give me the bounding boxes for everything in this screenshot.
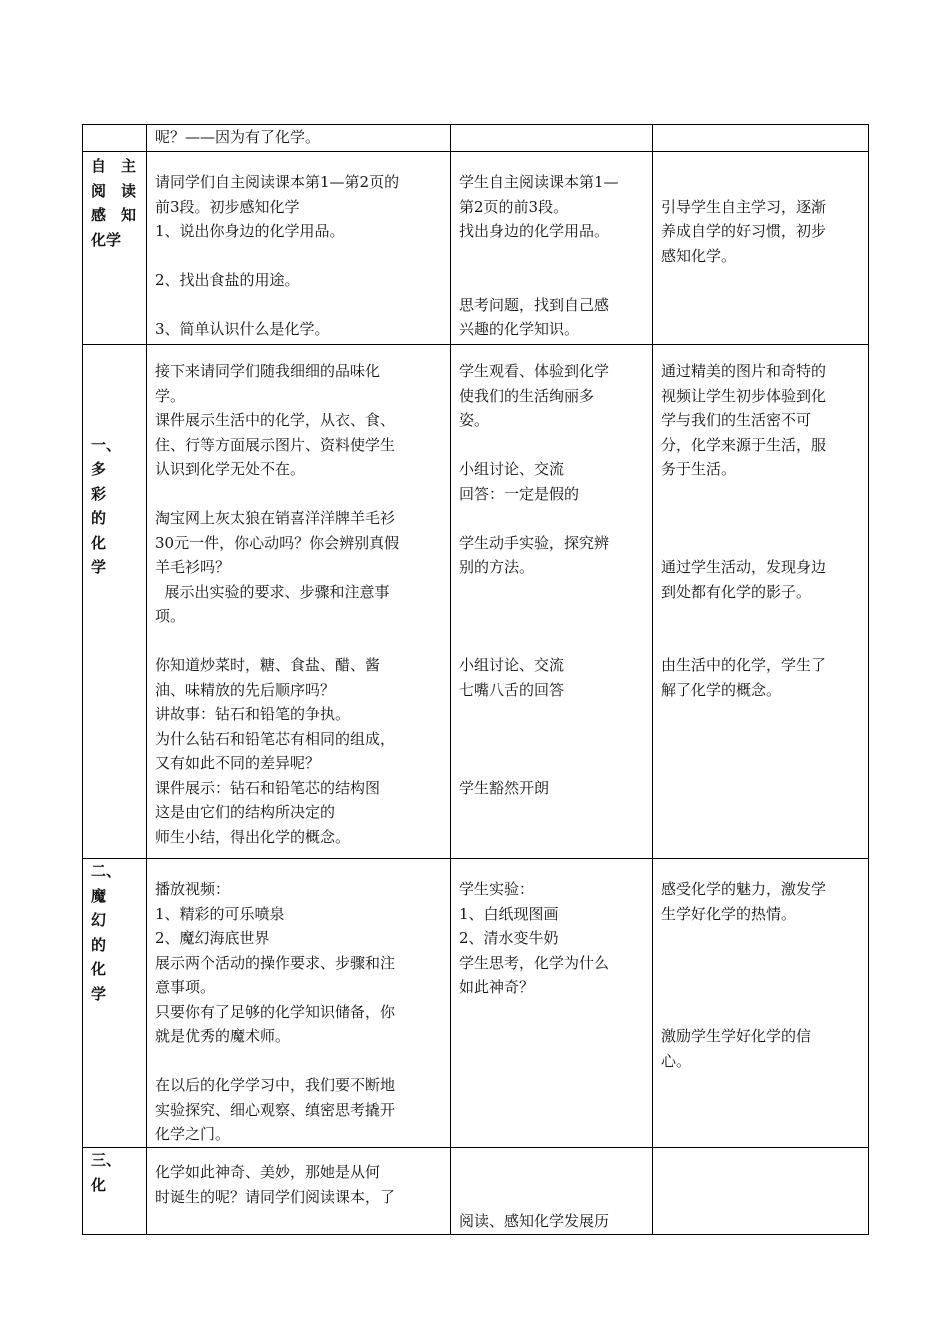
text-line: 回答：一定是假的 (459, 484, 580, 503)
blank-line (661, 531, 860, 556)
text-line: 感受化学的魅力，激发学 (661, 880, 827, 898)
blank-line (459, 580, 644, 605)
text-line: 务于生活。 (661, 460, 737, 478)
blank-line (459, 751, 644, 776)
text-line: 项。 (155, 607, 186, 625)
text-line: 阅 读 (91, 181, 137, 200)
design-intent-cell (653, 152, 869, 345)
text-line: 引导学生自主学习，逐渐 (661, 197, 827, 216)
text-line: 化 (91, 533, 107, 552)
blank-line (661, 629, 860, 654)
text-line: 的 (91, 509, 107, 527)
blank-line (459, 433, 644, 458)
text-line: 激励学生学好化学的信 (661, 1027, 812, 1045)
text-line: 1、白纸现图画 (459, 904, 559, 923)
stage-cell (83, 859, 147, 1148)
text-line: 多 (91, 460, 107, 478)
text-line: 通过精美的图片和奇特的 (661, 362, 827, 380)
teacher-activity-cell (147, 1148, 451, 1235)
text-line: 视频让学生初步体验到化 (661, 386, 827, 405)
text-line: 化学之门。 (155, 1125, 231, 1143)
stage-cell (83, 125, 147, 152)
text-line: 2、清水变牛奶 (459, 929, 559, 947)
student-activity-cell (451, 345, 653, 859)
text-line: 3、简单认识什么是化学。 (155, 320, 330, 338)
text-line: 化 (91, 1175, 107, 1194)
design-intent-cell (653, 345, 869, 859)
text-line: 讲故事：钻石和铅笔的争执。 (155, 705, 351, 723)
text-line: 接下来请同学们随我细细的品味化 (155, 362, 381, 380)
text-line: 2、魔幻海底世界 (155, 929, 270, 947)
text-line: 七嘴八舌的回答 (459, 680, 565, 699)
blank-line (459, 1160, 644, 1185)
text-line: 兴趣的化学知识。 (459, 320, 580, 338)
text-line: 阅读、感知化学发展历 (459, 1212, 610, 1230)
text-line: 实验探究、细心观察、缜密思考撬开 (155, 1100, 396, 1119)
text-line: 师生小结，得出化学的概念。 (155, 827, 351, 846)
text-line: 小组讨论、交流 (459, 460, 565, 478)
text-line: 播放视频： (155, 880, 231, 898)
text-line: 魔 (91, 886, 107, 905)
blank-line (459, 604, 644, 629)
text-line: 通过学生活动，发现身边 (661, 558, 827, 576)
blank-line (459, 268, 644, 293)
text-line: 心。 (661, 1051, 692, 1070)
blank-line (661, 506, 860, 531)
table-row (83, 125, 869, 152)
text-line: 感知化学。 (661, 246, 737, 265)
teacher-activity-cell (147, 859, 451, 1148)
text-line: 前3段。初步感知化学 (155, 197, 300, 216)
student-activity-cell (451, 1148, 653, 1235)
student-activity-cell (451, 152, 653, 345)
text-line: 化学如此神奇、美妙，那她是从何 (155, 1163, 381, 1181)
text-line: 使我们的生活绚丽多 (459, 386, 595, 405)
text-line: 的 (91, 935, 107, 954)
lesson-plan-table (82, 124, 869, 1235)
text-line: 你知道炒菜时，糖、食盐、醋、酱 (155, 656, 381, 674)
teacher-activity-cell (147, 125, 451, 152)
text-line: 学生实验： (459, 880, 535, 898)
blank-line (661, 170, 860, 195)
text-line: 养成自学的好习惯，初步 (661, 222, 827, 240)
text-line: 在以后的化学学习中，我们要不断地 (155, 1076, 396, 1094)
text-line: 呢？——因为有了化学。 (155, 128, 321, 146)
text-line: 到处都有化学的影子。 (661, 582, 812, 601)
teacher-activity-cell (147, 345, 451, 859)
text-line: 展示出实验的要求、步骤和注意事 (155, 582, 390, 601)
text-line: 住、行等方面展示图片、资料使学生 (155, 435, 396, 454)
blank-line (155, 482, 442, 507)
design-intent-cell (653, 859, 869, 1148)
text-line: 分，化学来源于生活，服 (661, 435, 827, 454)
text-line: 小组讨论、交流 (459, 656, 565, 674)
text-line: 学生动手实验，探究辨 (459, 533, 610, 552)
blank-line (661, 482, 860, 507)
table-row (83, 1148, 869, 1235)
text-line: 思考问题，找到自己感 (459, 295, 610, 314)
text-line: 学生豁然开朗 (459, 778, 550, 797)
text-line: 幻 (91, 911, 107, 929)
table-row (83, 152, 869, 345)
text-line: 1、说出你身边的化学用品。 (155, 222, 345, 240)
table-row (83, 859, 869, 1148)
text-line: 学 (91, 558, 107, 576)
text-line: 姿。 (459, 411, 490, 429)
text-line: 时诞生的呢？请同学们阅读课本，了 (155, 1187, 396, 1206)
blank-line (661, 1000, 860, 1025)
blank-line (155, 1049, 442, 1074)
text-line: 一、 (91, 435, 122, 454)
design-intent-cell (653, 1148, 869, 1235)
text-line: 学生自主阅读课本第1— (459, 173, 619, 191)
text-line: 淘宝网上灰太狼在销喜洋洋牌羊毛衫 (155, 509, 396, 527)
text-line: 第2页的前3段。 (459, 197, 569, 216)
text-line: 生学好化学的热情。 (661, 904, 797, 923)
text-line: 30元一件，你心动吗？你会辨别真假 (155, 533, 400, 552)
text-line: 学 (91, 984, 107, 1003)
blank-line (155, 244, 442, 269)
stage-cell (83, 152, 147, 345)
blank-line (661, 604, 860, 629)
text-line: 展示两个活动的操作要求、步骤和注 (155, 953, 396, 972)
blank-line (459, 1185, 644, 1210)
stage-cell (83, 1148, 147, 1235)
blank-line (459, 244, 644, 269)
text-line: 2、找出食盐的用途。 (155, 271, 300, 289)
blank-line (661, 975, 860, 1000)
text-line: 学。 (155, 386, 186, 405)
text-line: 1、精彩的可乐喷泉 (155, 904, 285, 923)
text-line: 彩 (91, 484, 107, 503)
text-line: 解了化学的概念。 (661, 680, 782, 699)
text-line: 感 知 (91, 206, 137, 224)
text-line: 如此神奇？ (459, 978, 535, 996)
text-line: 学生观看、体验到化学 (459, 362, 610, 380)
text-line: 油、味精放的先后顺序吗？ (155, 680, 336, 699)
blank-line (91, 359, 138, 384)
blank-line (91, 408, 138, 433)
blank-line (459, 702, 644, 727)
blank-line (91, 384, 138, 409)
stage-cell (83, 345, 147, 859)
text-line: 为什么钻石和铅笔芯有相同的组成， (155, 729, 396, 748)
design-intent-cell (653, 125, 869, 152)
teacher-activity-cell (147, 152, 451, 345)
text-line: 课件展示生活中的化学，从衣、食、 (155, 411, 396, 429)
blank-line (459, 629, 644, 654)
text-line: 只要你有了足够的化学知识储备，你 (155, 1002, 396, 1021)
text-line: 由生活中的化学，学生了 (661, 656, 827, 674)
blank-line (661, 926, 860, 951)
text-line: 学生思考，化学为什么 (459, 953, 610, 972)
text-line: 二、 (91, 862, 122, 880)
text-line: 学与我们的生活密不可 (661, 411, 812, 429)
text-line: 就是优秀的魔术师。 (155, 1027, 291, 1045)
text-line: 找出身边的化学用品。 (459, 222, 610, 240)
blank-line (155, 293, 442, 318)
text-line: 这是由它们的结构所决定的 (155, 803, 336, 821)
blank-line (661, 951, 860, 976)
text-line: 课件展示：钻石和铅笔芯的结构图 (155, 778, 381, 797)
text-line: 又有如此不同的差异呢？ (155, 754, 321, 772)
text-line: 三、 (91, 1151, 122, 1169)
student-activity-cell (451, 125, 653, 152)
text-line: 自 主 (91, 157, 137, 175)
blank-line (155, 629, 442, 654)
text-line: 意事项。 (155, 978, 216, 996)
text-line: 羊毛衫吗？ (155, 558, 231, 576)
table-row (83, 345, 869, 859)
text-line: 化 (91, 960, 107, 978)
blank-line (459, 506, 644, 531)
lesson-plan-body (83, 125, 869, 1235)
text-line: 别的方法。 (459, 558, 535, 576)
blank-line (459, 727, 644, 752)
text-line: 认识到化学无处不在。 (155, 460, 306, 478)
student-activity-cell (451, 859, 653, 1148)
text-line: 请同学们自主阅读课本第1—第2页的 (155, 173, 400, 191)
text-line: 化学 (91, 230, 122, 249)
